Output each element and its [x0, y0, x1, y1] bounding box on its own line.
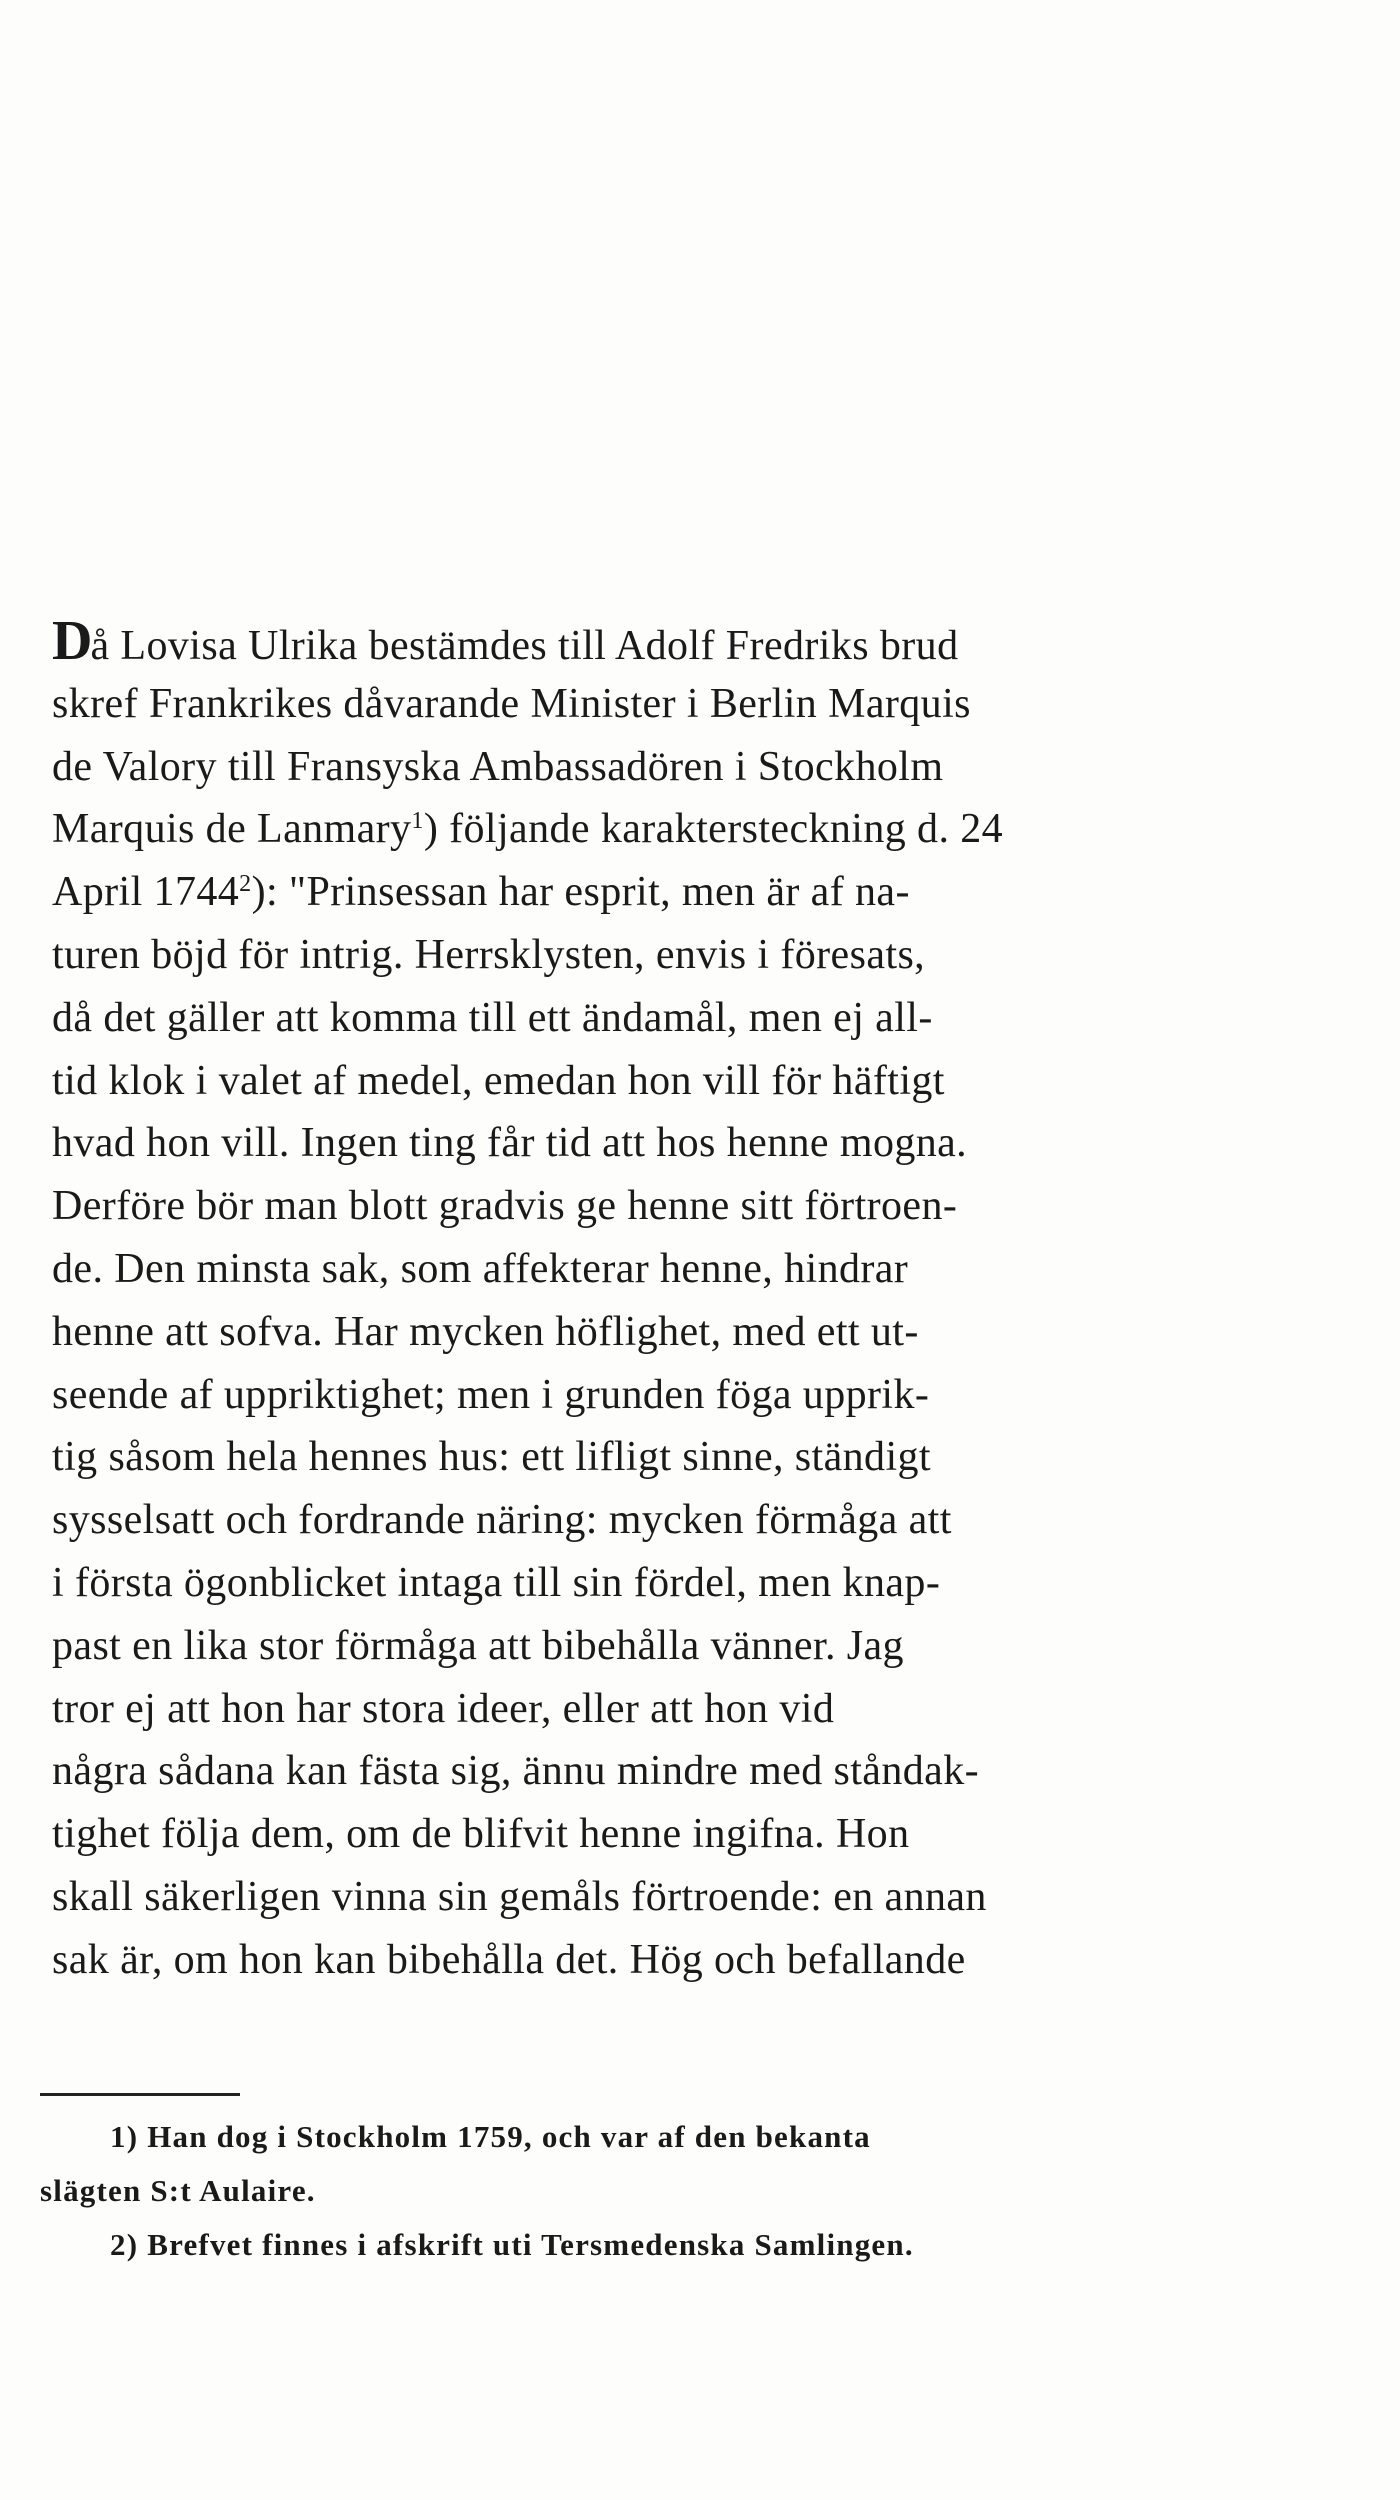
text-line-14: tig såsom hela hennes hus: ett lifligt sinne, ständigt [52, 1434, 931, 1481]
text-line-17: past en lika stor förmåga att bibehålla vänner. Jag [52, 1622, 904, 1669]
footnote-1-continuation: slägten S:t Aulaire. [40, 2173, 316, 2208]
footnote-1-mark: 1) [110, 2119, 139, 2154]
footnote-1 [40, 2110, 1170, 2164]
text-line-9: hvad hon vill. Ingen ting får tid att hos henne mogna. [52, 1120, 968, 1167]
text-line-11: de. Den minsta sak, som affekterar henne, hindrar [52, 1245, 909, 1292]
text-line-7: då det gäller att komma till ett ändamål, men ej all- [52, 994, 933, 1041]
text-line-1: Då Lovisa Ulrika bestämdes till Adolf Fredriks brud [52, 610, 959, 672]
text-line-16: i första ögonblicket intaga till sin fördel, men knap- [52, 1559, 941, 1606]
body-text [52, 610, 1164, 1992]
text-line-19: några sådana kan fästa sig, ännu mindre med ståndak- [52, 1748, 979, 1795]
footnote-rule [40, 2093, 240, 2096]
drop-cap: D [52, 610, 91, 672]
text-line-3: de Valory till Fransyska Ambassadören i Stockholm [52, 743, 944, 790]
text-line-18: tror ej att hon har stora ideer, eller att hon vid [52, 1685, 835, 1732]
text-line-5: April 1744$^2$): "Prinsessan har esprit, men är af na- [52, 869, 910, 916]
footnotes [40, 2110, 1170, 2272]
text-line-2: skref Frankrikes dåvarande Minister i Berlin Marquis [52, 680, 971, 727]
text-line-6: turen böjd för intrig. Herrsklysten, envis i föresats, [52, 931, 926, 978]
footnote-ref-1: 1 [411, 808, 424, 835]
text-line-10: Derföre bör man blott gradvis ge henne sitt förtroen- [52, 1183, 958, 1230]
footnote-1-text: Han dog i Stockholm 1759, och var af den bekanta [147, 2119, 871, 2154]
text-line-4: Marquis de Lanmary$^1$) följande karaktersteckning d. 24 [52, 806, 1004, 853]
text-line-13: seende af uppriktighet; men i grunden föga upprik- [52, 1371, 930, 1418]
text-line-20: tighet följa dem, om de blifvit henne ingifna. Hon [52, 1811, 910, 1858]
text-line-12: henne att sofva. Har mycken höflighet, med ett ut- [52, 1308, 919, 1355]
footnote-2 [40, 2218, 1170, 2272]
footnote-2-mark: 2) [110, 2227, 139, 2262]
text-line-21: skall säkerligen vinna sin gemåls förtroende: en annan [52, 1873, 987, 1920]
text-line-22: sak är, om hon kan bibehålla det. Hög och befallande [52, 1936, 966, 1983]
text-line-8: tid klok i valet af medel, emedan hon vill för häftigt [52, 1057, 945, 1104]
footnote-2-text: Brefvet finnes i afskrift uti Tersmedenska Samlingen. [147, 2227, 914, 2262]
text-line-15: sysselsatt och fordrande näring: mycken förmåga att [52, 1497, 952, 1544]
footnote-ref-2: 2 [239, 871, 252, 898]
